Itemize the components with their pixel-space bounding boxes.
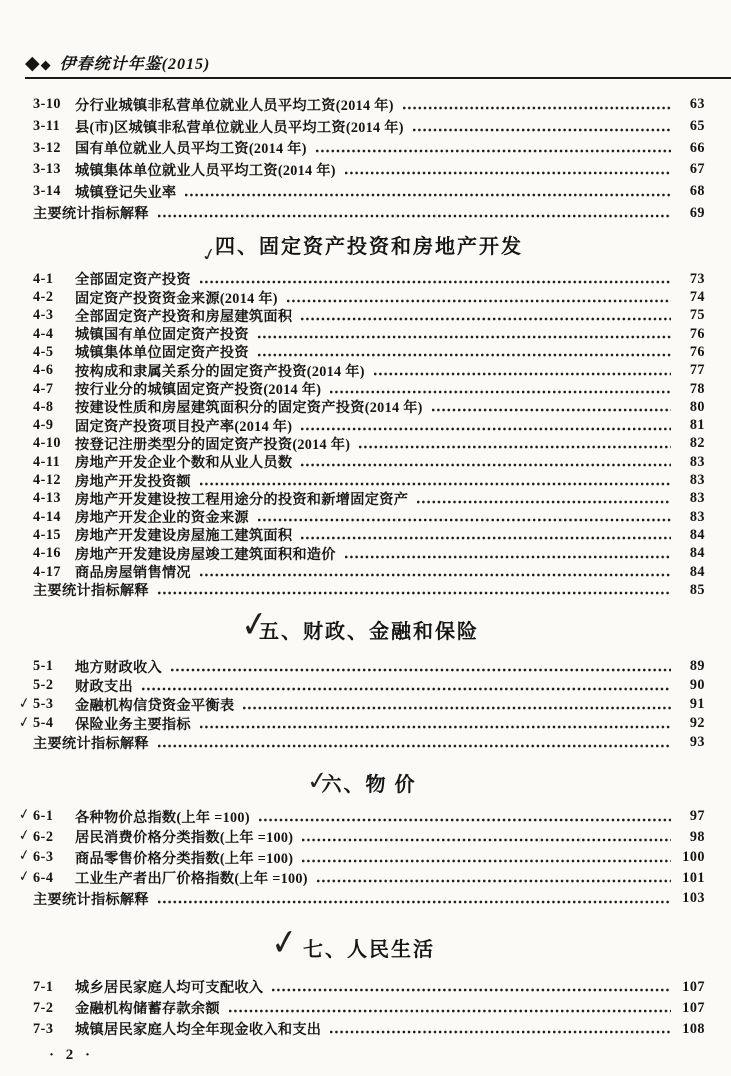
toc-entry — [17, 693, 705, 714]
dot-leader — [432, 407, 671, 413]
toc-entry-title: 城镇居民家庭人均全年现金收入和支出 — [75, 1022, 322, 1039]
handwritten-checkmark-icon: ✓ — [269, 918, 302, 965]
toc-entry-page: 108 — [682, 1020, 705, 1037]
toc-entry-title: 全部固定资产投资和房屋建筑面积 — [75, 308, 293, 325]
toc-entry-number: 4-17 — [33, 563, 62, 580]
toc-entry-number: 5-2 — [33, 677, 54, 694]
toc-entry-page: 76 — [689, 325, 705, 342]
toc-entry-page: 76 — [689, 343, 705, 360]
dot-leader — [158, 899, 671, 905]
dot-leader — [301, 426, 671, 432]
toc-entry — [33, 288, 705, 306]
dot-leader — [171, 667, 671, 673]
toc-entry-page: 98 — [689, 828, 705, 845]
dot-leader — [259, 817, 671, 823]
dot-leader — [330, 389, 671, 395]
toc-entry — [17, 866, 705, 889]
toc-entry — [33, 508, 705, 526]
toc-entry-page: 81 — [689, 417, 705, 434]
handwritten-checkmark-icon: ✓ — [198, 242, 223, 266]
toc-entry-title: 按行业分的城镇固定资产投资(2014 年) — [75, 382, 322, 399]
handwritten-checkmark-icon: ✓ — [17, 866, 32, 886]
toc-entry-title: 主要统计指标解释 — [33, 735, 149, 752]
dot-leader — [345, 170, 671, 176]
toc-entry — [17, 804, 705, 827]
toc-entry-number: 4-13 — [33, 490, 62, 507]
toc-entry — [33, 676, 705, 695]
toc-entry-page: 84 — [689, 563, 705, 580]
toc-entry-title: 金融机构信贷资金平衡表 — [75, 697, 235, 714]
toc-entry-number: 3-14 — [33, 183, 62, 200]
handwritten-checkmark-icon: ✓ — [17, 693, 32, 714]
toc-entry-page: 73 — [689, 270, 705, 287]
dot-leader — [243, 705, 671, 711]
section-heading-text: 六、物 价 — [321, 774, 417, 797]
toc-entry — [33, 526, 705, 544]
toc-entry-title: 城镇集体单位就业人员平均工资(2014 年) — [75, 162, 336, 179]
toc-entry — [33, 657, 705, 676]
section-heading — [33, 918, 705, 968]
toc-entry-title: 主要统计指标解释 — [33, 206, 149, 223]
toc-entry-page: 103 — [682, 890, 705, 907]
toc-entry-title: 房地产开发企业的资金来源 — [75, 510, 249, 527]
toc-entry-page: 78 — [689, 380, 705, 397]
toc-entry-title: 分行业城镇非私营单位就业人员平均工资(2014 年) — [75, 97, 394, 114]
toc-entry — [33, 270, 705, 288]
dot-leader — [403, 105, 671, 111]
toc-entry-page: 93 — [689, 734, 705, 751]
toc-entry-title: 房地产开发建设房屋竣工建筑面积和造价 — [75, 546, 336, 563]
toc-entry — [33, 1019, 705, 1040]
diamond-icon-small: ◆ — [40, 58, 51, 73]
toc-entry-title: 各种物价总指数(上年 =100) — [75, 809, 250, 826]
toc-entry — [33, 545, 705, 563]
toc-entry-title: 金融机构储蓄存款余额 — [75, 1001, 220, 1018]
toc-entry — [33, 490, 705, 508]
section-entry-list — [17, 657, 705, 752]
toc-entry-page: 67 — [689, 161, 705, 178]
yearbook-title: 伊春统计年鉴(2015) — [59, 56, 211, 73]
toc-entry-page: 77 — [689, 362, 705, 379]
toc-entry-title: 按建设性质和房屋建筑面积分的固定资产投资(2014 年) — [75, 400, 423, 417]
toc-entry-title: 县(市)区城镇非私营单位就业人员平均工资(2014 年) — [75, 119, 404, 136]
toc-entry — [33, 362, 705, 380]
section-entry-list — [33, 94, 705, 224]
toc-entry-number: 4-8 — [33, 398, 54, 415]
toc-entry-number: 4-11 — [33, 453, 61, 470]
toc-entry-number: 3-10 — [33, 96, 62, 113]
toc-entry — [33, 94, 705, 116]
toc-entry-page: 83 — [689, 508, 705, 525]
toc-entry-title: 全部固定资产投资 — [75, 272, 191, 289]
toc-entry — [33, 137, 705, 159]
toc-entry-title: 地方财政收入 — [75, 659, 162, 676]
dot-leader — [200, 481, 671, 487]
toc-entry-number: 6-4 — [33, 869, 54, 886]
toc-entry-title: 城镇国有单位固定资产投资 — [75, 327, 249, 344]
section-entry-list — [33, 977, 705, 1040]
section-heading-text: 五、财政、金融和保险 — [259, 621, 479, 644]
toc-entry-number: 4-2 — [33, 289, 54, 306]
toc-entry-title: 城乡居民家庭人均可支配收入 — [75, 980, 264, 997]
toc-entry-number: 4-3 — [33, 307, 54, 324]
toc-entry-number: 4-5 — [33, 343, 54, 360]
toc-entry — [33, 453, 705, 471]
toc-entry-page: 100 — [682, 849, 705, 866]
dot-leader — [417, 499, 671, 505]
toc-entry-page: 107 — [682, 999, 705, 1016]
toc-entry-number: 4-9 — [33, 417, 54, 434]
section-entry-list — [33, 270, 705, 599]
toc-entry-title: 财政支出 — [75, 678, 133, 695]
dot-leader — [158, 590, 671, 596]
section-heading-text: 四、固定资产投资和房地产开发 — [215, 236, 523, 259]
handwritten-checkmark-icon: ✓ — [17, 845, 32, 866]
toc-entry-page: 97 — [689, 808, 705, 825]
toc-entry-page: 83 — [689, 453, 705, 470]
toc-entry — [33, 471, 705, 489]
section-heading-text: 七、人民生活 — [303, 938, 435, 961]
dot-leader — [287, 298, 671, 304]
toc-entry-number: 5-1 — [33, 658, 54, 675]
toc-entry-page: 74 — [689, 289, 705, 306]
toc-entry-page: 84 — [689, 526, 705, 543]
toc-entry-title: 保险业务主要指标 — [75, 716, 191, 733]
toc-entry-page: 92 — [689, 715, 705, 732]
toc-entry — [33, 159, 705, 181]
toc-entry — [33, 977, 705, 998]
toc-entry-page: 89 — [689, 658, 705, 675]
toc-entry-title: 工业生产者出厂价格指数(上年 =100) — [75, 871, 308, 888]
dot-leader — [330, 1029, 671, 1035]
toc-entry-title: 房地产开发建设按工程用途分的投资和新增固定资产 — [75, 491, 409, 508]
toc-entry — [17, 825, 705, 848]
toc-entry-title: 商品房屋销售情况 — [75, 565, 191, 582]
section-heading — [33, 765, 705, 801]
dot-leader — [316, 148, 671, 154]
toc-entry-number: 4-16 — [33, 545, 62, 562]
toc-entry-page: 63 — [689, 96, 705, 113]
toc-entry-title: 按构成和隶属关系分的固定资产投资(2014 年) — [75, 363, 365, 380]
toc-entry-title: 主要统计指标解释 — [33, 583, 149, 600]
dot-leader — [200, 279, 671, 285]
dot-leader — [302, 837, 671, 843]
toc-entry-number: 5-3 — [33, 696, 54, 713]
toc-entry-title: 居民消费价格分类指数(上年 =100) — [75, 830, 294, 847]
toc-entry — [33, 325, 705, 343]
toc — [17, 94, 705, 1040]
dot-leader — [200, 724, 671, 730]
toc-entry-number: 3-11 — [33, 118, 61, 135]
toc-entry — [33, 581, 705, 599]
toc-entry — [33, 116, 705, 138]
toc-entry — [33, 417, 705, 435]
toc-entry-number: 4-12 — [33, 472, 62, 489]
diamond-icon: ◆ — [25, 52, 40, 74]
toc-entry-number: 7-3 — [33, 1020, 54, 1037]
toc-entry-title: 固定资产投资项目投产率(2014 年) — [75, 418, 293, 435]
handwritten-checkmark-icon: ✓ — [239, 601, 272, 648]
dot-leader — [359, 444, 671, 450]
handwritten-checkmark-icon: ✓ — [17, 825, 32, 845]
toc-entry-page: 80 — [689, 398, 705, 415]
toc-entry — [33, 733, 705, 752]
dot-leader — [374, 371, 671, 377]
toc-entry-number: 6-2 — [33, 828, 54, 845]
toc-entry-number: 6-1 — [33, 808, 54, 825]
dot-leader — [185, 192, 671, 198]
toc-entry-number: 4-4 — [33, 325, 54, 342]
dot-leader — [229, 1008, 671, 1014]
toc-entry-number: 4-6 — [33, 362, 54, 379]
toc-entry-page: 90 — [689, 677, 705, 694]
toc-entry-title: 主要统计指标解释 — [33, 891, 149, 908]
dot-leader — [258, 517, 671, 523]
section-entry-list — [17, 804, 705, 909]
toc-entry — [33, 181, 705, 203]
dot-leader — [158, 743, 671, 749]
toc-entry-page: 85 — [689, 581, 705, 598]
dot-leader — [302, 858, 671, 864]
toc-entry-page: 91 — [689, 696, 705, 713]
toc-entry-title: 城镇登记失业率 — [75, 184, 177, 201]
toc-entry — [33, 343, 705, 361]
toc-entry-number: 6-3 — [33, 849, 54, 866]
dot-leader — [301, 316, 671, 322]
toc-entry-page: 69 — [689, 204, 705, 221]
toc-entry-number: 4-1 — [33, 270, 54, 287]
dot-leader — [301, 535, 671, 541]
toc-entry — [33, 380, 705, 398]
toc-entry-title: 房地产开发企业个数和从业人员数 — [75, 455, 293, 472]
toc-entry-page: 68 — [689, 183, 705, 200]
toc-entry-title: 按登记注册类型分的固定资产投资(2014 年) — [75, 436, 351, 453]
toc-entry-page: 66 — [689, 139, 705, 156]
toc-entry-number: 4-7 — [33, 380, 54, 397]
toc-entry-page: 65 — [689, 118, 705, 135]
dot-leader — [200, 572, 671, 578]
toc-entry-title: 房地产开发投资额 — [75, 473, 191, 490]
page-header — [25, 0, 731, 79]
toc-entry — [33, 888, 705, 909]
dot-leader — [142, 686, 671, 692]
toc-entry-number: 4-15 — [33, 526, 62, 543]
toc-entry-number: 3-12 — [33, 139, 62, 156]
toc-entry-page: 84 — [689, 545, 705, 562]
toc-entry-number: 4-10 — [33, 435, 62, 452]
toc-entry-title: 固定资产投资资金来源(2014 年) — [75, 290, 278, 307]
toc-entry — [33, 435, 705, 453]
page-number: · 2 · — [49, 1046, 95, 1063]
toc-entry-number: 7-1 — [33, 978, 54, 995]
toc-entry-page: 82 — [689, 435, 705, 452]
toc-entry-number: 7-2 — [33, 999, 54, 1016]
dot-leader — [258, 334, 671, 340]
toc-entry-title: 城镇集体单位固定资产投资 — [75, 345, 249, 362]
section-heading — [33, 601, 705, 650]
dot-leader — [301, 462, 671, 468]
toc-entry-title: 国有单位就业人员平均工资(2014 年) — [75, 141, 307, 158]
dot-leader — [345, 554, 671, 560]
toc-entry-page: 107 — [682, 978, 705, 995]
handwritten-checkmark-icon: ✓ — [305, 765, 332, 797]
handwritten-checkmark-icon: ✓ — [17, 712, 32, 733]
toc-entry-number: 3-13 — [33, 161, 62, 178]
dot-leader — [158, 213, 671, 219]
handwritten-checkmark-icon: ✓ — [17, 804, 32, 825]
toc-entry-number: 4-14 — [33, 508, 62, 525]
dot-leader — [317, 878, 671, 884]
toc-entry-page: 83 — [689, 490, 705, 507]
section-heading — [33, 231, 705, 266]
toc-entry — [33, 398, 705, 416]
toc-entry-title: 商品零售价格分类指数(上年 =100) — [75, 850, 294, 867]
dot-leader — [413, 127, 671, 133]
toc-entry — [17, 845, 705, 868]
dot-leader — [272, 987, 671, 993]
toc-entry-number: 5-4 — [33, 715, 54, 732]
toc-entry — [33, 307, 705, 325]
toc-entry — [33, 998, 705, 1019]
toc-entry-page: 101 — [682, 869, 705, 886]
toc-entry-page: 75 — [689, 307, 705, 324]
dot-leader — [258, 352, 671, 358]
toc-entry — [17, 712, 705, 733]
toc-entry-title: 房地产开发建设房屋施工建筑面积 — [75, 528, 293, 545]
toc-entry — [33, 563, 705, 581]
toc-entry-page: 83 — [689, 472, 705, 489]
toc-entry — [33, 202, 705, 224]
